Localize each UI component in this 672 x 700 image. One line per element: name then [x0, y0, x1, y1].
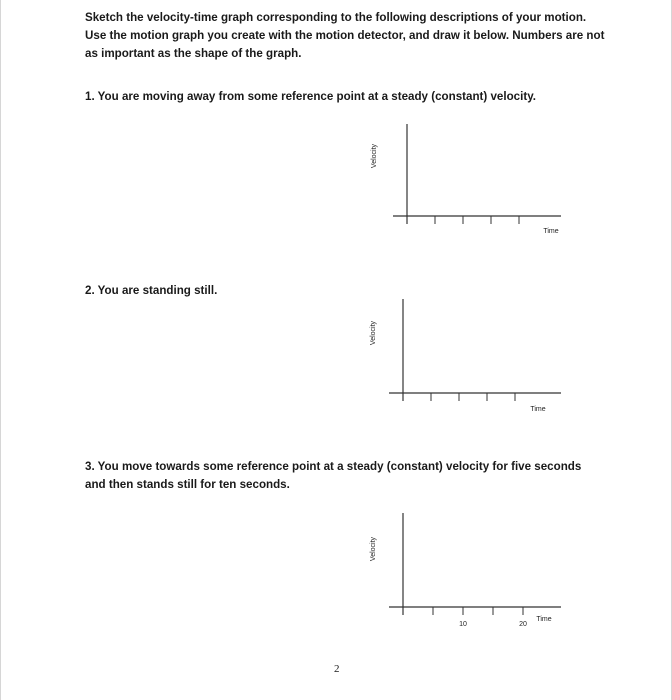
- y-axis-label: Velocity: [370, 320, 377, 346]
- question-3: 3. You move towards some reference point at a steady (constant) velocity for five seconds and then stands still for ten seconds.: [85, 460, 582, 491]
- x-axis-label: Time: [543, 228, 559, 235]
- tick-label-20: 20: [519, 621, 527, 628]
- y-axis-label: Velocity: [370, 536, 377, 562]
- tick-label-10: 10: [459, 621, 467, 628]
- graph-1: [361, 116, 581, 246]
- instructions-text: Sketch the velocity-time graph corresponding to the following descriptions of your motion. Use the motion graph you create with the motion detector, and draw it below. Numbers are not as important as the shape of the graph.: [85, 11, 605, 60]
- question-1: 1. You are moving away from some reference point at a steady (constant) velocity.: [85, 90, 537, 103]
- x-axis-label: Time: [530, 406, 546, 413]
- question-2: 2. You are standing still.: [85, 284, 218, 297]
- y-axis-label: Velocity: [371, 143, 378, 169]
- graph-2: [361, 291, 581, 421]
- graph-3: [361, 503, 581, 633]
- page-number: 2: [334, 663, 340, 675]
- x-axis-label: Time: [536, 616, 552, 623]
